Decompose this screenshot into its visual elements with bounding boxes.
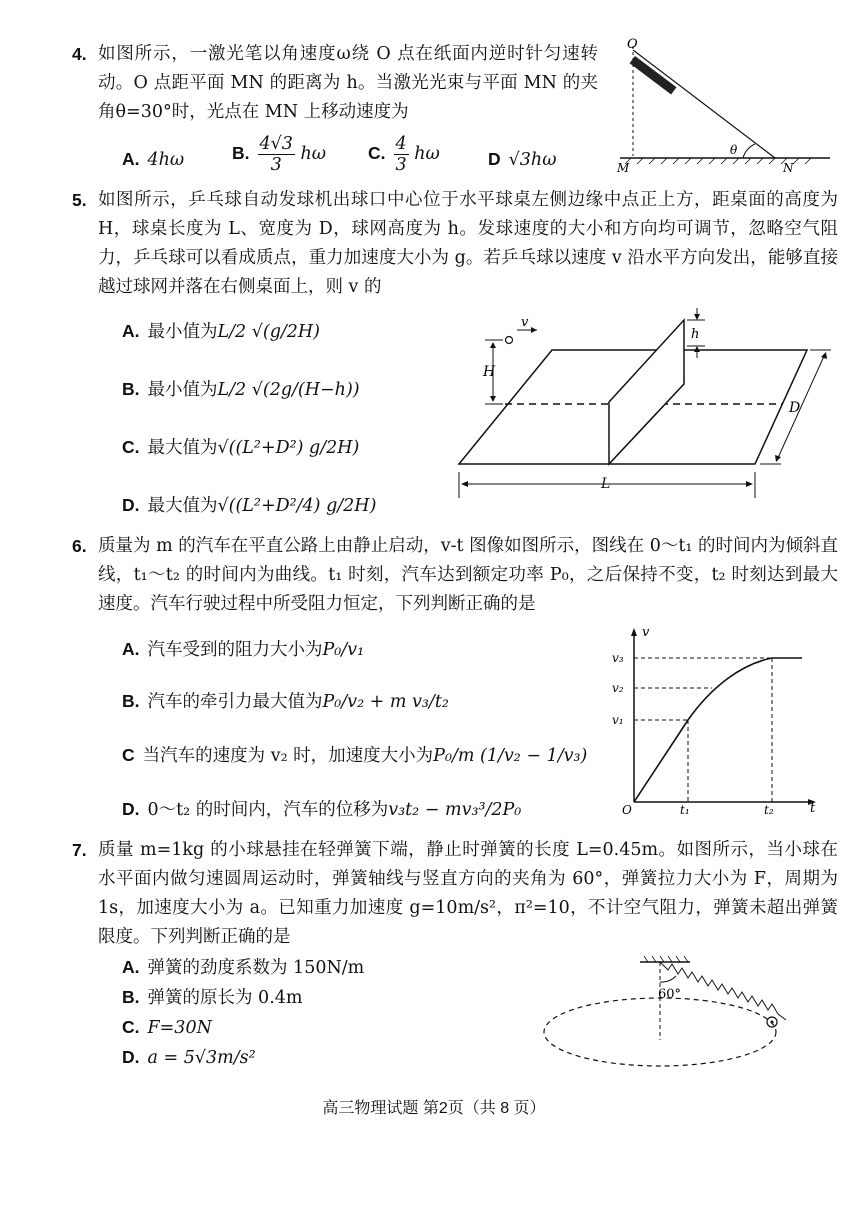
q6-option-a: A. 汽车受到的阻力大小为P₀/v₁ xyxy=(122,639,365,660)
q4-option-d: D √3hω xyxy=(488,149,557,170)
svg-text:H: H xyxy=(483,364,496,380)
q4-figure xyxy=(615,36,835,176)
svg-text:M: M xyxy=(617,161,630,175)
q6-option-c: C 当汽车的速度为 v₂ 时，加速度大小为P₀/m (1/v₂ − 1/v₃) xyxy=(122,745,588,766)
q7-option-b: B. 弹簧的原长为 0.4m xyxy=(122,987,303,1008)
question-number: 4. xyxy=(72,44,87,64)
q5-option-d: D. 最大值为√((L²+D²/4) g/2H) xyxy=(122,495,377,516)
question-4 xyxy=(72,40,598,127)
svg-text:v₃: v₃ xyxy=(612,651,624,665)
svg-text:O: O xyxy=(627,37,638,52)
question-stem: 如图所示，乒乓球自动发球机出球口中心位于水平球桌左侧边缘中点正上方，距桌面的高度为 H，球桌长度为 L、宽度为 D，球网高度为 h。发球速度的大小和方向均可调节，忽略空气阻力，乒乓球可以看成质点，重力加速度大小为 g。若乒乓球以速度 v 沿水平方向发出，能够直接越过球网并落在右侧桌面上，则 v 的 xyxy=(98,190,838,297)
question-5 xyxy=(72,186,838,302)
question-6 xyxy=(72,532,838,619)
q4-option-b: B. $\frac{4√3}{3}$ hω xyxy=(232,134,327,175)
page-footer: 高三物理试题 第2页（共 8 页） xyxy=(322,1100,546,1117)
svg-text:O: O xyxy=(622,803,632,814)
question-number: 5. xyxy=(72,190,87,210)
laser-pen-icon xyxy=(630,56,677,94)
question-7 xyxy=(72,836,838,952)
svg-text:v: v xyxy=(642,625,650,640)
q6-option-d: D. 0～t₂ 的时间内，汽车的位移为v₃t₂ − mv₃³/2P₀ xyxy=(122,799,522,820)
q5-option-c: C. 最大值为√((L²+D²) g/2H) xyxy=(122,437,360,458)
q6-figure xyxy=(612,624,832,814)
q7-option-d: D. a = 5√3m/s² xyxy=(122,1047,256,1068)
q5-option-b: B. 最小值为L/2 √(2g/(H−h)) xyxy=(122,379,360,400)
q7-option-c: C. F=30N xyxy=(122,1017,212,1038)
question-stem: 质量 m=1kg 的小球悬挂在轻弹簧下端，静止时弹簧的长度 L=0.45m。如图所示，当小球在水平面内做匀速圆周运动时，弹簧轴线与竖直方向的夹角为 60°，弹簧拉力大小为 F，周期为 1s，加速度大小为 a。已知重力加速度 g=10m/s²，π²=10，不计空气阻力，弹簧未超出弹簧限度。下列判断正确的是 xyxy=(98,840,838,947)
q5-option-a: A. 最小值为L/2 √(g/2H) xyxy=(122,321,321,342)
question-stem: 如图所示，一激光笔以角速度ω绕 O 点在纸面内逆时针匀速转动。O 点距平面 MN 的距离为 h。当激光光束与平面 MN 的夹角θ=30°时，光点在 MN 上移动速度为 xyxy=(98,44,598,122)
svg-text:t₁: t₁ xyxy=(680,803,690,814)
q7-option-a: A. 弹簧的劲度系数为 150N/m xyxy=(122,957,365,978)
svg-text:v: v xyxy=(521,315,529,330)
question-number: 7. xyxy=(72,840,87,860)
q7-figure xyxy=(540,952,820,1082)
svg-text:θ: θ xyxy=(730,143,738,157)
svg-text:D: D xyxy=(789,400,801,416)
svg-text:h: h xyxy=(691,327,700,342)
svg-text:t₂: t₂ xyxy=(764,803,774,814)
question-number: 6. xyxy=(72,536,87,556)
svg-text:v₂: v₂ xyxy=(612,681,624,695)
svg-text:v₁: v₁ xyxy=(612,713,624,727)
svg-text:t: t xyxy=(810,801,816,814)
q5-figure xyxy=(455,308,835,508)
q4-option-c: C. $\frac{4}{3}$ hω xyxy=(368,134,440,175)
question-stem: 质量为 m 的汽车在平直公路上由静止启动，v-t 图像如图所示，图线在 0～t₁ 的时间内为倾斜直线，t₁～t₂ 的时间内为曲线。t₁ 时刻，汽车达到额定功率 P₀，之后保持不变，t₂ 时刻达到最大速度。汽车行驶过程中所受阻力恒定，下列判断正确的是 xyxy=(98,536,838,614)
svg-text:N: N xyxy=(783,161,794,175)
q4-option-a: A. 4hω xyxy=(122,149,185,170)
svg-text:L: L xyxy=(601,476,611,492)
svg-text:60°: 60° xyxy=(658,987,682,1002)
q6-option-b: B. 汽车的牵引力最大值为P₀/v₂ + m v₃/t₂ xyxy=(122,691,449,712)
ball-icon xyxy=(506,337,513,344)
